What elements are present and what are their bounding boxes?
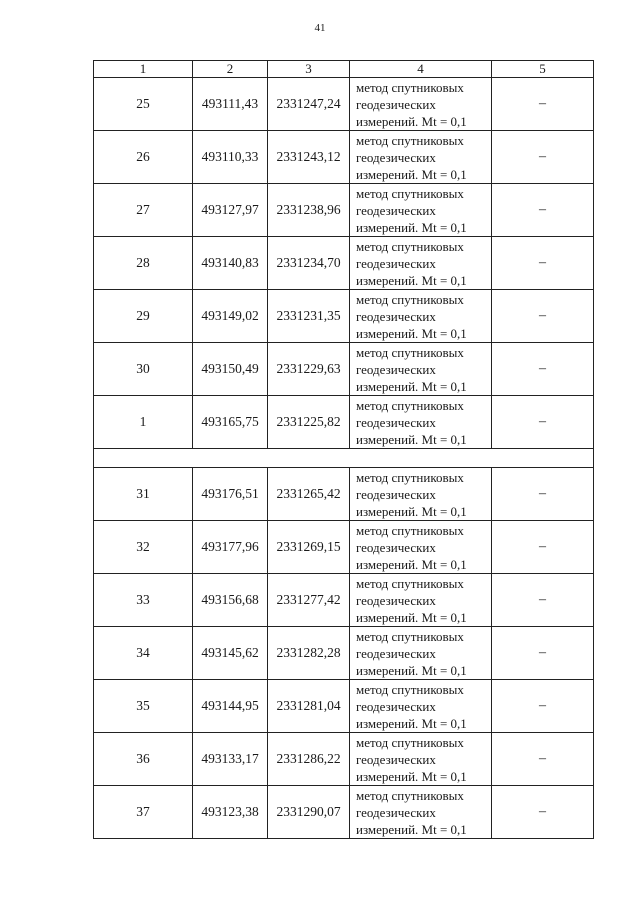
- x-coordinate-cell: 493150,49: [193, 343, 268, 396]
- column-header-4: 4: [350, 61, 492, 78]
- method-line: измерений. Mt = 0,1: [356, 503, 467, 519]
- method-cell: [350, 680, 492, 733]
- note-cell: –: [492, 786, 594, 839]
- x-coordinate-cell: 493140,83: [193, 237, 268, 290]
- method-line: метод спутниковых: [356, 238, 464, 254]
- method-cell: [350, 290, 492, 343]
- point-number-cell: 31: [94, 468, 193, 521]
- x-coordinate-cell: 493165,75: [193, 396, 268, 449]
- method-line: измерений. Mt = 0,1: [356, 325, 467, 341]
- y-coordinate-cell: 2331247,24: [268, 78, 350, 131]
- method-line: геодезических: [356, 202, 436, 218]
- column-header-3: 3: [268, 61, 350, 78]
- table-row: [94, 468, 594, 521]
- method-cell: [350, 396, 492, 449]
- note-cell: –: [492, 184, 594, 237]
- point-number-cell: 36: [94, 733, 193, 786]
- group-separator-cell: [94, 449, 594, 468]
- note-cell: –: [492, 131, 594, 184]
- point-number-cell: 35: [94, 680, 193, 733]
- method-line: метод спутниковых: [356, 291, 464, 307]
- method-line: геодезических: [356, 804, 436, 820]
- method-line: метод спутниковых: [356, 397, 464, 413]
- x-coordinate-cell: 493123,38: [193, 786, 268, 839]
- table-row: [94, 574, 594, 627]
- point-number-cell: 28: [94, 237, 193, 290]
- note-cell: –: [492, 574, 594, 627]
- table-row: [94, 396, 594, 449]
- y-coordinate-cell: 2331286,22: [268, 733, 350, 786]
- method-line: измерений. Mt = 0,1: [356, 662, 467, 678]
- group-separator-row: [94, 449, 594, 468]
- method-line: метод спутниковых: [356, 734, 464, 750]
- page-number: 41: [314, 22, 326, 34]
- method-line: геодезических: [356, 592, 436, 608]
- method-line: геодезических: [356, 255, 436, 271]
- method-cell: [350, 343, 492, 396]
- x-coordinate-cell: 493144,95: [193, 680, 268, 733]
- method-line: геодезических: [356, 361, 436, 377]
- method-line: геодезических: [356, 96, 436, 112]
- method-line: геодезических: [356, 698, 436, 714]
- method-line: измерений. Mt = 0,1: [356, 219, 467, 235]
- x-coordinate-cell: 493133,17: [193, 733, 268, 786]
- method-cell: [350, 237, 492, 290]
- y-coordinate-cell: 2331231,35: [268, 290, 350, 343]
- table-row: [94, 237, 594, 290]
- method-line: метод спутниковых: [356, 132, 464, 148]
- note-cell: –: [492, 680, 594, 733]
- note-cell: –: [492, 733, 594, 786]
- method-line: метод спутниковых: [356, 628, 464, 644]
- x-coordinate-cell: 493177,96: [193, 521, 268, 574]
- method-cell: [350, 468, 492, 521]
- method-line: измерений. Mt = 0,1: [356, 556, 467, 572]
- point-number-cell: 33: [94, 574, 193, 627]
- note-cell: –: [492, 78, 594, 131]
- y-coordinate-cell: 2331238,96: [268, 184, 350, 237]
- method-cell: [350, 184, 492, 237]
- y-coordinate-cell: 2331290,07: [268, 786, 350, 839]
- point-number-cell: 25: [94, 78, 193, 131]
- method-cell: [350, 521, 492, 574]
- coordinates-table: [93, 60, 594, 839]
- table-row: [94, 290, 594, 343]
- note-cell: –: [492, 627, 594, 680]
- point-number-cell: 34: [94, 627, 193, 680]
- x-coordinate-cell: 493127,97: [193, 184, 268, 237]
- method-line: геодезических: [356, 486, 436, 502]
- x-coordinate-cell: 493145,62: [193, 627, 268, 680]
- method-cell: [350, 574, 492, 627]
- method-cell: [350, 786, 492, 839]
- table-row: [94, 786, 594, 839]
- table-row: [94, 131, 594, 184]
- point-number-cell: 32: [94, 521, 193, 574]
- method-line: метод спутниковых: [356, 344, 464, 360]
- method-line: геодезических: [356, 645, 436, 661]
- method-line: геодезических: [356, 414, 436, 430]
- y-coordinate-cell: 2331225,82: [268, 396, 350, 449]
- method-line: измерений. Mt = 0,1: [356, 272, 467, 288]
- point-number-cell: 1: [94, 396, 193, 449]
- x-coordinate-cell: 493176,51: [193, 468, 268, 521]
- y-coordinate-cell: 2331265,42: [268, 468, 350, 521]
- column-header-1: 1: [94, 61, 193, 78]
- point-number-cell: 27: [94, 184, 193, 237]
- method-cell: [350, 131, 492, 184]
- method-cell: [350, 733, 492, 786]
- table-body: [94, 78, 594, 839]
- method-line: геодезических: [356, 308, 436, 324]
- method-line: метод спутниковых: [356, 522, 464, 538]
- method-line: измерений. Mt = 0,1: [356, 378, 467, 394]
- point-number-cell: 37: [94, 786, 193, 839]
- note-cell: –: [492, 468, 594, 521]
- x-coordinate-cell: 493156,68: [193, 574, 268, 627]
- note-cell: –: [492, 290, 594, 343]
- table-row: [94, 627, 594, 680]
- table-row: [94, 733, 594, 786]
- method-cell: [350, 78, 492, 131]
- method-line: метод спутниковых: [356, 469, 464, 485]
- point-number-cell: 29: [94, 290, 193, 343]
- column-header-2: 2: [193, 61, 268, 78]
- note-cell: –: [492, 396, 594, 449]
- point-number-cell: 30: [94, 343, 193, 396]
- method-line: измерений. Mt = 0,1: [356, 715, 467, 731]
- x-coordinate-cell: 493149,02: [193, 290, 268, 343]
- method-line: геодезических: [356, 751, 436, 767]
- column-header-5: 5: [492, 61, 594, 78]
- method-line: метод спутниковых: [356, 185, 464, 201]
- method-line: измерений. Mt = 0,1: [356, 768, 467, 784]
- method-line: измерений. Mt = 0,1: [356, 821, 467, 837]
- method-line: метод спутниковых: [356, 79, 464, 95]
- method-line: измерений. Mt = 0,1: [356, 113, 467, 129]
- x-coordinate-cell: 493111,43: [193, 78, 268, 131]
- y-coordinate-cell: 2331281,04: [268, 680, 350, 733]
- y-coordinate-cell: 2331243,12: [268, 131, 350, 184]
- method-line: метод спутниковых: [356, 575, 464, 591]
- note-cell: –: [492, 521, 594, 574]
- y-coordinate-cell: 2331229,63: [268, 343, 350, 396]
- y-coordinate-cell: 2331282,28: [268, 627, 350, 680]
- method-line: измерений. Mt = 0,1: [356, 166, 467, 182]
- table-row: [94, 521, 594, 574]
- method-line: метод спутниковых: [356, 681, 464, 697]
- x-coordinate-cell: 493110,33: [193, 131, 268, 184]
- y-coordinate-cell: 2331269,15: [268, 521, 350, 574]
- method-line: метод спутниковых: [356, 787, 464, 803]
- method-line: измерений. Mt = 0,1: [356, 609, 467, 625]
- method-cell: [350, 627, 492, 680]
- method-line: геодезических: [356, 149, 436, 165]
- table-row: [94, 184, 594, 237]
- table-header-row: [94, 61, 594, 78]
- y-coordinate-cell: 2331277,42: [268, 574, 350, 627]
- y-coordinate-cell: 2331234,70: [268, 237, 350, 290]
- table-row: [94, 78, 594, 131]
- table-row: [94, 680, 594, 733]
- point-number-cell: 26: [94, 131, 193, 184]
- note-cell: –: [492, 237, 594, 290]
- method-line: измерений. Mt = 0,1: [356, 431, 467, 447]
- table-row: [94, 343, 594, 396]
- method-line: геодезических: [356, 539, 436, 555]
- note-cell: –: [492, 343, 594, 396]
